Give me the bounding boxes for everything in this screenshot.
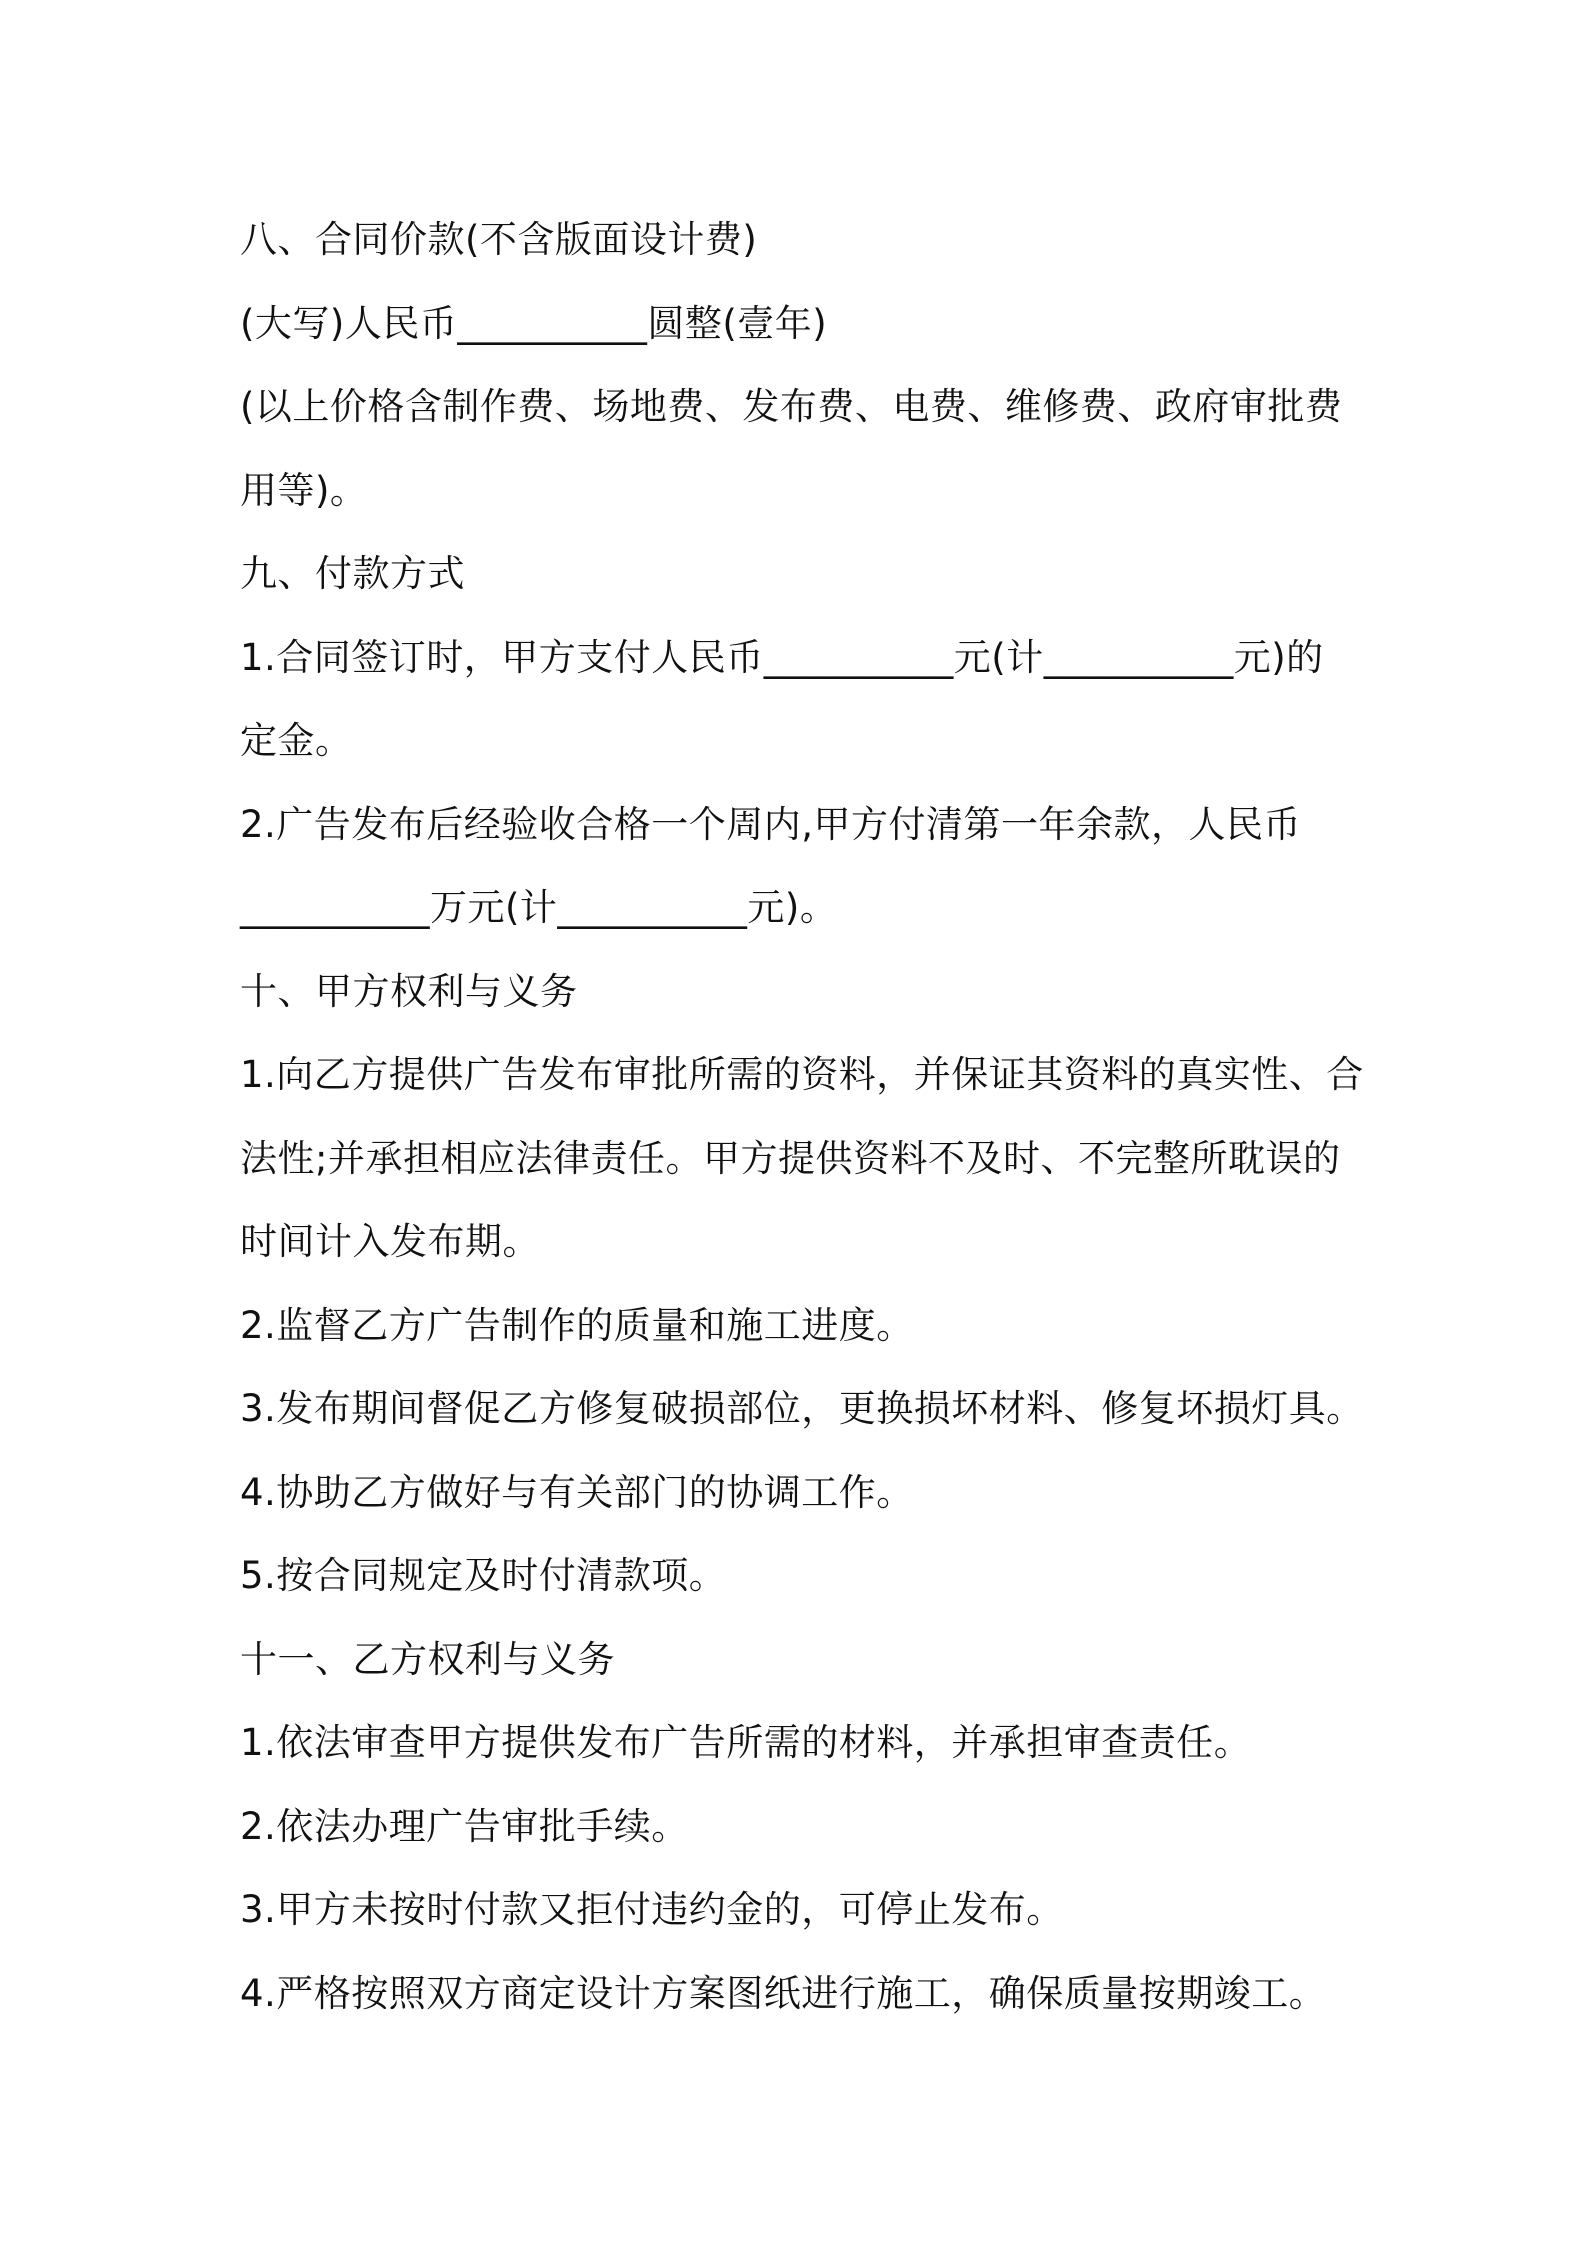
payment-clause-1-line-1: 1.合同签订时，甲方支付人民币__________元(计__________元)的 [240, 635, 1324, 679]
party-a-clause-5: 5.按合同规定及时付清款项。 [240, 1554, 727, 1597]
party-b-clause-4: 4.严格按照双方商定设计方案图纸进行施工，确保质量按期竣工。 [240, 1971, 1327, 2015]
payment-clause-2-line-2: __________万元(计__________元)。 [240, 886, 838, 929]
section-heading-payment-method: 九、付款方式 [240, 552, 465, 595]
section-heading-party-b-rights: 十一、乙方权利与义务 [240, 1637, 615, 1681]
price-note-line-1: (以上价格含制作费、场地费、发布费、电费、维修费、政府审批费 [240, 385, 1343, 428]
section-heading-contract-price: 八、合同价款(不含版面设计费) [240, 218, 758, 261]
party-a-clause-2: 2.监督乙方广告制作的质量和施工进度。 [240, 1303, 914, 1347]
payment-clause-2-line-1: 2.广告发布后经验收合格一个周内,甲方付清第一年余款，人民币 [240, 802, 1302, 846]
party-a-clause-4: 4.协助乙方做好与有关部门的协调工作。 [240, 1470, 914, 1514]
party-a-clause-3: 3.发布期间督促乙方修复破损部位，更换损坏材料、修复坏损灯具。 [240, 1387, 1364, 1430]
party-b-clause-1: 1.依法审查甲方提供发布广告所需的材料，并承担审查责任。 [240, 1721, 1252, 1764]
payment-clause-1-line-2: 定金。 [240, 719, 353, 762]
party-a-clause-1-line-3: 时间计入发布期。 [240, 1220, 540, 1263]
party-a-clause-1-line-2: 法性;并承担相应法律责任。甲方提供资料不及时、不完整所耽误的 [240, 1136, 1341, 1180]
section-heading-party-a-rights: 十、甲方权利与义务 [240, 969, 578, 1013]
price-amount-line: (大写)人民币__________圆整(壹年) [240, 301, 828, 345]
party-b-clause-3: 3.甲方未按时付款又拒付违约金的，可停止发布。 [240, 1888, 1064, 1931]
price-note-line-2: 用等)。 [240, 468, 368, 512]
party-a-clause-1-line-1: 1.向乙方提供广告发布审批所需的资料，并保证其资料的真实性、合 [240, 1053, 1364, 1096]
party-b-clause-2: 2.依法办理广告审批手续。 [240, 1804, 689, 1848]
document-body [240, 198, 1364, 2035]
